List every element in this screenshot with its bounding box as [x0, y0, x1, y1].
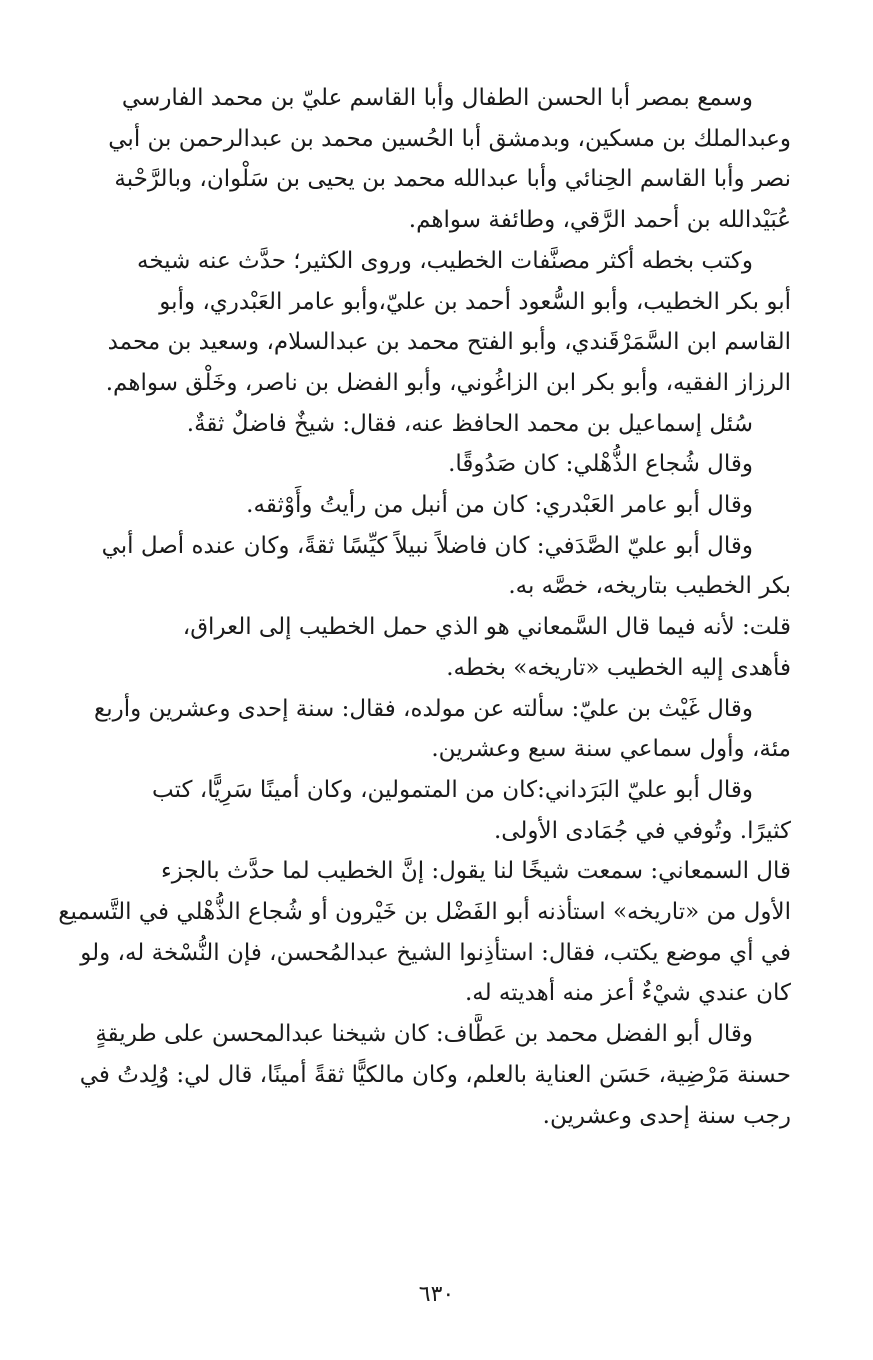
text-line: وكتب بخطه أكثر مصنَّفات الخطيب، وروى الكثير؛ حدَّث عنه شيخه: [137, 247, 753, 274]
paragraph: [46, 485, 791, 526]
text-line: أبو بكر الخطيب، وأبو السُّعود أحمد بن عليّ،وأبو عامر العَبْدري، وأبو: [159, 288, 791, 315]
text-line: الأول من «تاريخه» استأذنه أبو الفَضْل بن خَيْرون أو شُجاع الذُّهْلي في التَّسميع: [58, 899, 791, 926]
text-line: سُئل إسماعيل بن محمد الحافظ عنه، فقال: شيخٌ فاضلٌ ثقةٌ.: [186, 410, 753, 437]
text-line: كان عندي شيْءٌ أعز منه أهديته له.: [464, 980, 791, 1007]
paragraph: [46, 607, 791, 688]
text-line: عُبَيْدالله بن أحمد الرَّقي، وطائفة سواهم.: [408, 207, 791, 234]
text-line: رجب سنة إحدى وعشرين.: [542, 1102, 791, 1129]
text-line: القاسم ابن السَّمَرْقَندي، وأبو الفتح محمد بن عبدالسلام، وسعيد بن محمد: [107, 329, 791, 356]
text-line: حسنة مَرْضِية، حَسَن العناية بالعلم، وكان مالكيًّا ثقةً أمينًا، قال لي: وُلِدتُ في: [79, 1061, 791, 1088]
text-line: بكر الخطيب بتاريخه، خصَّه به.: [508, 573, 791, 600]
text-line: قلت: لأنه فيما قال السَّمعاني هو الذي حمل الخطيب إلى العراق،: [182, 614, 791, 641]
text-line: وقال أبو الفضل محمد بن عَطَّاف: كان شيخنا عبدالمحسن على طريقةٍ: [95, 1021, 753, 1048]
text-line: وقال غَيْث بن عليّ: سألته عن مولده، فقال: سنة إحدى وعشرين وأربع: [93, 695, 753, 722]
text-line: فأهدى إليه الخطيب «تاريخه» بخطه.: [446, 654, 791, 681]
paragraph: [46, 526, 791, 607]
paragraph: [46, 851, 791, 1014]
text-line: في أي موضع يكتب، فقال: استأذِنوا الشيخ عبدالمُحسن، فإن النُّسْخة له، ولو: [80, 939, 791, 966]
text-line: وعبدالملك بن مسكين، وبدمشق أبا الحُسين محمد بن عبدالرحمن بن أبي: [108, 125, 791, 152]
text-line: وقال أبو عليّ الصَّدَفي: كان فاضلاً نبيلاً كيِّسًا ثقةً، وكان عنده أصل أبي: [101, 532, 753, 559]
text-line: كثيرًا. وتُوفي في جُمَادى الأولى.: [493, 817, 791, 844]
text-line: مئة، وأول سماعي سنة سبع وعشرين.: [431, 736, 791, 763]
paragraph: [46, 241, 791, 404]
paragraph: [46, 404, 791, 445]
text-line: وسمع بمصر أبا الحسن الطفال وأبا القاسم عليّ بن محمد الفارسي: [121, 85, 753, 111]
paragraph: [46, 770, 791, 851]
paragraph: [46, 689, 791, 770]
paragraph: [46, 1014, 791, 1136]
page-body: [46, 78, 791, 1136]
paragraph: [46, 78, 791, 241]
page-number: ٦٣٠: [418, 1282, 455, 1307]
text-line: وقال أبو عامر العَبْدري: كان من أنبل من رأيتُ وأَوْثقه.: [246, 492, 753, 519]
text-line: الرزاز الفقيه، وأبو بكر ابن الزاغُوني، وأبو الفضل بن ناصر، وخَلْق سواهم.: [105, 369, 791, 396]
text-line: وقال أبو عليّ البَرَداني:كان من المتمولين، وكان أمينًا سَرِيًّا، كتب: [152, 776, 753, 803]
paragraph: [46, 444, 791, 485]
text-line: نصر وأبا القاسم الحِنائي وأبا عبدالله محمد بن يحيى بن سَلْوان، وبالرَّحْبة: [114, 166, 791, 193]
text-line: وقال شُجاع الذُّهْلي: كان صَدُوقًا.: [448, 451, 753, 478]
text-line: قال السمعاني: سمعت شيخًا لنا يقول: إنَّ الخطيب لما حدَّث بالجزء: [160, 858, 791, 885]
